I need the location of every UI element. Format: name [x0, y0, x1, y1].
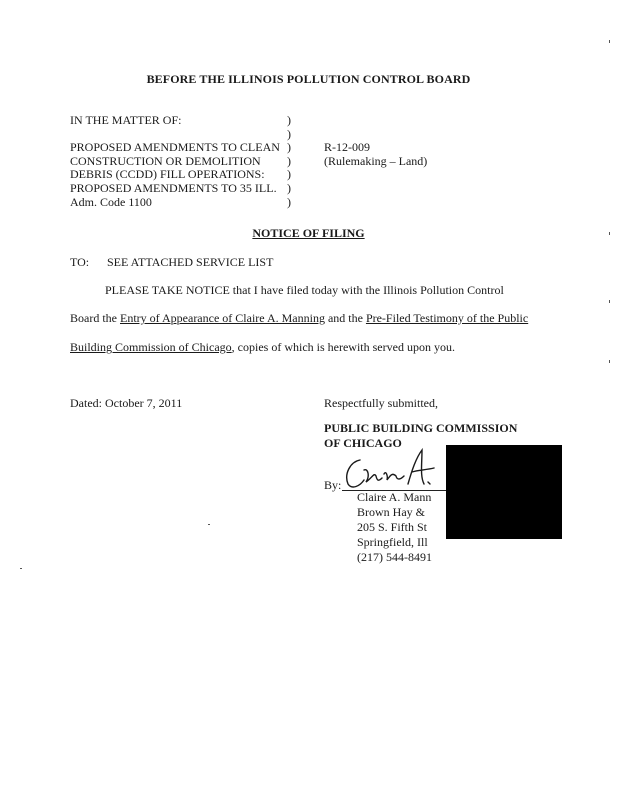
caption-line: PROPOSED AMENDMENTS TO CLEAN — [70, 140, 280, 155]
caption-line — [70, 128, 280, 142]
pre-filed-testimony-ref: Pre-Filed Testimony of the Public — [365, 311, 529, 325]
by-label: By: — [324, 478, 342, 492]
signer-address: 205 S. Fifth St — [357, 520, 428, 534]
body-line-1: PLEASE TAKE NOTICE that I have filed today with the Illinois Pollution Control — [105, 283, 504, 297]
caption-line: PROPOSED AMENDMENTS TO 35 ILL. — [70, 180, 277, 195]
dated-line: Dated: October 7, 2011 — [70, 396, 183, 410]
body-text: and the — [324, 311, 366, 325]
caption-left — [70, 114, 280, 209]
firm-name-line: OF CHICAGO — [324, 436, 402, 450]
caption-paren: ) — [287, 153, 291, 168]
board-title: BEFORE THE ILLINOIS POLLUTION CONTROL BOARD — [146, 72, 471, 86]
caption-paren: ) — [287, 113, 291, 127]
body-line-3 — [70, 340, 455, 355]
to-line — [70, 255, 273, 270]
handwritten-signature — [342, 440, 442, 492]
caption-line: CONSTRUCTION OR DEMOLITION — [70, 153, 261, 168]
scan-speck — [208, 524, 210, 525]
caption-line: DEBRIS (CCDD) FILL OPERATIONS: — [70, 167, 265, 182]
signer-phone: (217) 544-8491 — [357, 550, 432, 564]
scan-speck — [20, 568, 22, 569]
body-line-2 — [70, 311, 528, 326]
firm-name-line: PUBLIC BUILDING COMMISSION — [324, 421, 518, 435]
caption-paren: ) — [287, 126, 291, 141]
signature-block — [357, 490, 432, 565]
caption-paren: ) — [287, 180, 291, 195]
respectfully-submitted: Respectfully submitted, — [324, 396, 438, 410]
signer-name: Claire A. Mann — [357, 490, 432, 504]
scan-speck — [609, 40, 610, 43]
caption-line: Adm. Code 1100 — [70, 194, 152, 209]
caption-parens — [287, 114, 291, 209]
scan-speck — [609, 360, 610, 363]
scan-speck — [609, 300, 610, 303]
to-label: TO: — [70, 255, 90, 269]
caption-line: IN THE MATTER OF: — [70, 113, 182, 127]
redaction-block — [446, 445, 562, 539]
caption-paren: ) — [287, 140, 291, 155]
body-text: , copies of which is herewith served upon you. — [231, 340, 455, 354]
signer-firm: Brown Hay & — [357, 505, 425, 519]
notice-heading: NOTICE OF FILING — [252, 226, 365, 240]
scan-speck — [609, 232, 610, 235]
entry-of-appearance-ref: Entry of Appearance of Claire A. Manning — [120, 311, 325, 325]
caption-paren: ) — [287, 167, 291, 182]
case-type: (Rulemaking – Land) — [324, 153, 428, 168]
to-value: SEE ATTACHED SERVICE LIST — [107, 255, 274, 269]
signer-city: Springfield, Ill — [357, 535, 428, 549]
body-text: Board the — [70, 311, 120, 325]
case-number: R-12-009 — [324, 140, 370, 154]
caption-paren: ) — [287, 194, 291, 209]
pre-filed-testimony-ref-cont: Building Commission of Chicago — [70, 340, 232, 354]
case-info — [324, 141, 427, 168]
